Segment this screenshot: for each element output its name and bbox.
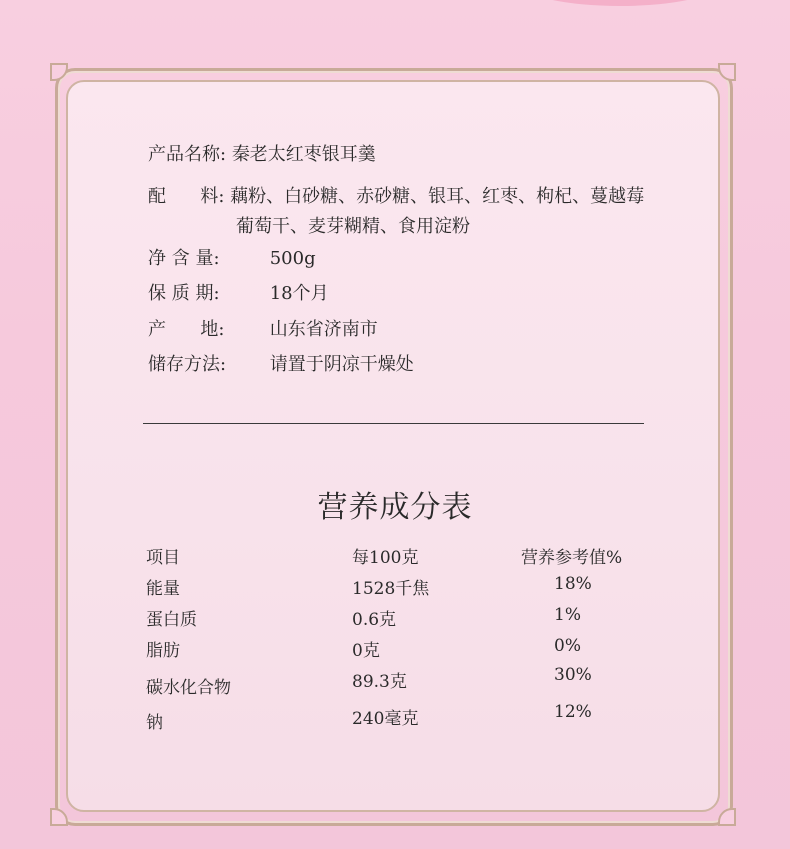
storage-label: 储存方法: (148, 354, 227, 375)
header-nrv: 营养参考值% (521, 548, 623, 568)
row-nrv: 30% (554, 665, 592, 685)
section-divider (143, 423, 644, 424)
ingredients-row (148, 182, 644, 208)
origin-value: 山东省济南市 (269, 319, 378, 340)
shelf-life-row (148, 279, 329, 305)
row-item: 碳水化合物 (146, 678, 231, 698)
row-amount: 89.3克 (352, 672, 407, 692)
row-amount: 0克 (352, 641, 380, 661)
row-item: 钠 (146, 713, 163, 733)
origin-label: 产 地: (148, 319, 225, 340)
net-content-label: 净 含 量: (148, 248, 220, 269)
row-nrv: 12% (554, 702, 592, 722)
ingredients-label: 配 料: (148, 186, 225, 207)
origin-row (148, 315, 378, 341)
row-item: 脂肪 (146, 641, 180, 661)
top-decoration (520, 0, 720, 6)
product-name-row (148, 140, 376, 166)
net-content-value: 500g (269, 248, 316, 269)
row-nrv: 0% (554, 636, 581, 656)
row-nrv: 18% (554, 574, 592, 594)
net-content-row (148, 244, 316, 270)
row-amount: 1528千焦 (352, 579, 430, 599)
storage-row (148, 350, 414, 376)
row-nrv: 1% (554, 605, 581, 625)
storage-value: 请置于阴凉干燥处 (269, 354, 414, 375)
shelf-life-value: 18个月 (269, 283, 329, 304)
nutrition-table-title: 营养成分表 (317, 490, 473, 525)
row-amount: 0.6克 (352, 610, 397, 630)
header-item: 项目 (146, 548, 180, 568)
header-per-100g: 每100克 (352, 548, 419, 568)
ingredients-value-line2: 葡萄干、麦芽糊精、食用淀粉 (236, 216, 470, 237)
product-name-label: 产品名称: (148, 144, 227, 165)
row-item: 能量 (146, 579, 180, 599)
row-amount: 240毫克 (352, 709, 419, 729)
shelf-life-label: 保 质 期: (148, 283, 220, 304)
row-item: 蛋白质 (146, 610, 197, 630)
product-name-value: 秦老太红枣银耳羹 (231, 144, 376, 165)
ingredients-value-line1: 藕粉、白砂糖、赤砂糖、银耳、红枣、枸杞、蔓越莓 (230, 186, 645, 207)
